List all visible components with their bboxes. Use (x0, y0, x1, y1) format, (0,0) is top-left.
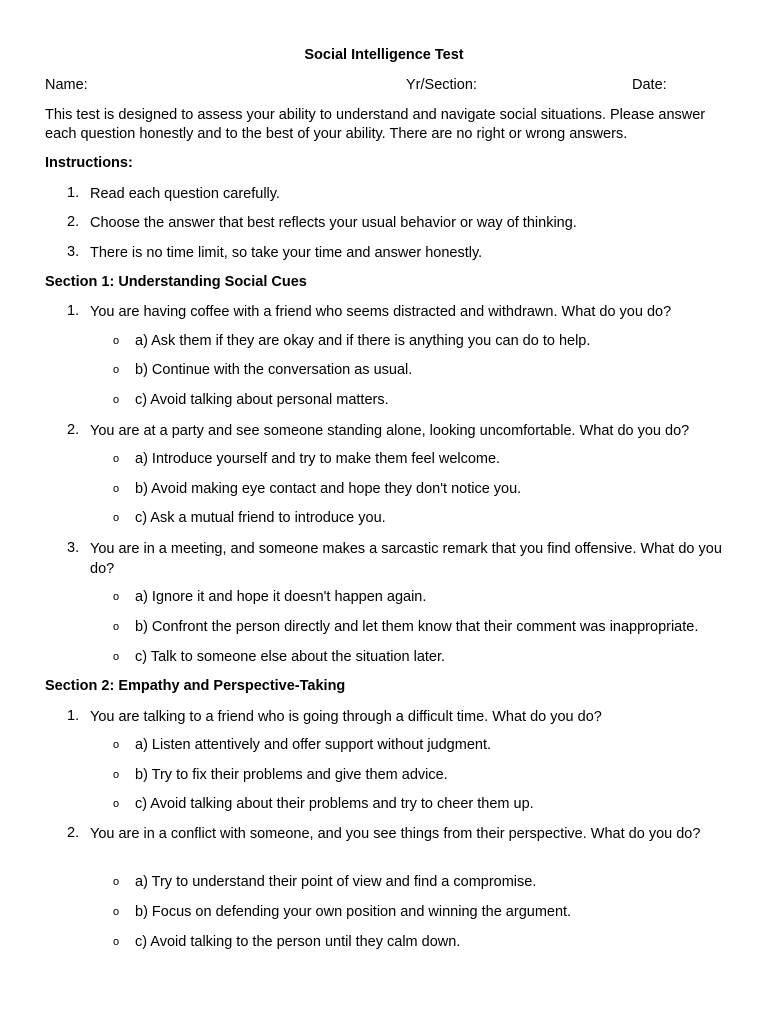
section-heading: Section 1: Understanding Social Cues (45, 274, 307, 290)
bullet-icon: o (113, 876, 120, 888)
question-number: 3. (67, 540, 80, 556)
bullet-icon: o (113, 364, 120, 376)
answer-option: c) Avoid talking to the person until they calm down. (135, 934, 461, 950)
section-field-label: Yr/Section: (406, 77, 477, 93)
answer-option: a) Ask them if they are okay and if there is anything you can do to help. (135, 333, 591, 349)
bullet-icon: o (113, 394, 120, 406)
question-text: You are in a meeting, and someone makes a sarcastic remark that you find offensive. What do you do? (90, 541, 722, 577)
bullet-icon: o (113, 906, 120, 918)
bullet-icon: o (113, 651, 120, 663)
answer-option: c) Avoid talking about their problems and try to cheer them up. (135, 796, 534, 812)
bullet-icon: o (113, 512, 120, 524)
intro-paragraph: This test is designed to assess your ability to understand and navigate social situations. Please answer each question honestly and to the best of your ability. There are no right or wrong answers. (45, 107, 706, 142)
bullet-icon: o (113, 453, 120, 465)
question-number: 1. (67, 303, 80, 319)
bullet-icon: o (113, 483, 120, 495)
instruction-number: 2. (67, 214, 80, 230)
question-number: 1. (67, 708, 80, 724)
answer-option: c) Ask a mutual friend to introduce you. (135, 510, 386, 526)
answer-option: a) Ignore it and hope it doesn't happen again. (135, 589, 427, 605)
section-heading: Section 2: Empathy and Perspective-Taking (45, 678, 346, 694)
answer-option: b) Continue with the conversation as usual. (135, 362, 413, 378)
bullet-icon: o (113, 621, 120, 633)
bullet-icon: o (113, 335, 120, 347)
answer-option: a) Introduce yourself and try to make them feel welcome. (135, 451, 501, 467)
bullet-icon: o (113, 591, 120, 603)
question-text: You are talking to a friend who is going through a difficult time. What do you do? (90, 709, 602, 725)
bullet-icon: o (113, 739, 120, 751)
bullet-icon: o (113, 769, 120, 781)
answer-option: b) Try to fix their problems and give them advice. (135, 767, 448, 783)
bullet-icon: o (113, 936, 120, 948)
answer-option: b) Focus on defending your own position and winning the argument. (135, 904, 572, 920)
answer-option: a) Try to understand their point of view and find a compromise. (135, 874, 537, 890)
answer-option: b) Avoid making eye contact and hope they don't notice you. (135, 481, 522, 497)
answer-option: b) Confront the person directly and let them know that their comment was inappropriate. (135, 619, 699, 635)
instruction-text: There is no time limit, so take your time and answer honestly. (90, 245, 483, 261)
question-text: You are in a conflict with someone, and you see things from their perspective. What do you do? (90, 826, 701, 842)
answer-option: a) Listen attentively and offer support without judgment. (135, 737, 492, 753)
instruction-text: Read each question carefully. (90, 186, 280, 202)
page-title: Social Intelligence Test (304, 47, 464, 63)
instructions-heading: Instructions: (45, 155, 133, 171)
bullet-icon: o (113, 798, 120, 810)
answer-option: c) Talk to someone else about the situation later. (135, 649, 446, 665)
instruction-number: 3. (67, 244, 80, 260)
answer-option: c) Avoid talking about personal matters. (135, 392, 389, 408)
instruction-text: Choose the answer that best reflects your usual behavior or way of thinking. (90, 215, 577, 231)
instruction-number: 1. (67, 185, 80, 201)
name-field-label: Name: (45, 77, 88, 93)
question-text: You are at a party and see someone standing alone, looking uncomfortable. What do you do? (90, 423, 690, 439)
question-text: You are having coffee with a friend who seems distracted and withdrawn. What do you do? (90, 304, 672, 320)
question-number: 2. (67, 825, 80, 841)
question-number: 2. (67, 422, 80, 438)
date-field-label: Date: (632, 77, 667, 93)
